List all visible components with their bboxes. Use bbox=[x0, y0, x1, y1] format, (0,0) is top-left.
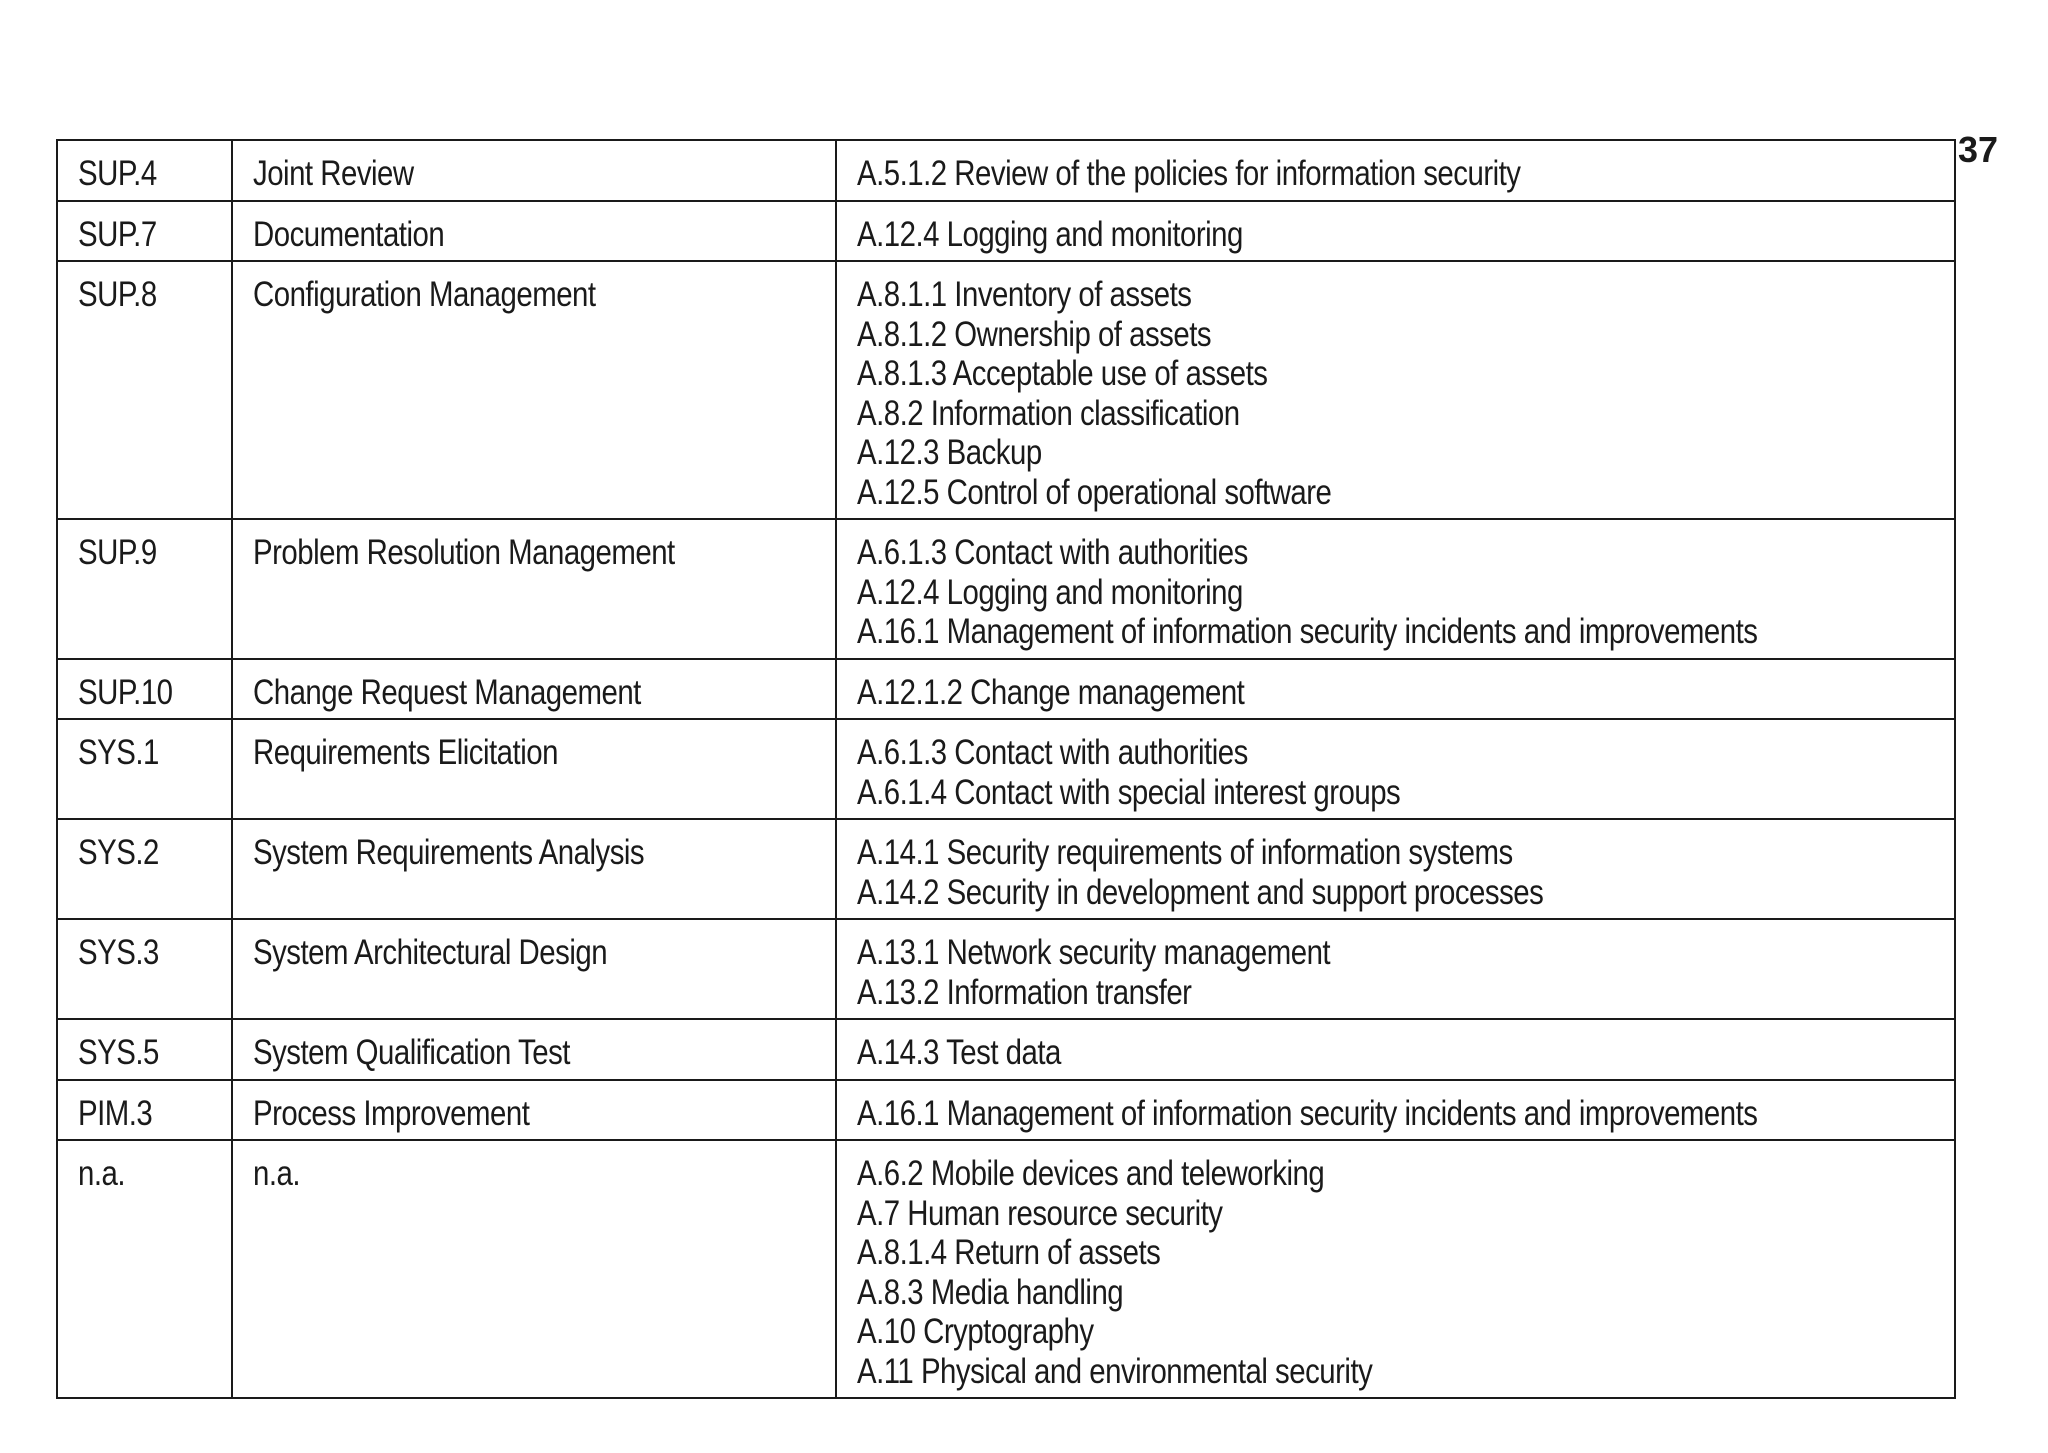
process-name-cell bbox=[232, 919, 836, 1019]
process-id: PIM.3 bbox=[78, 1093, 153, 1133]
control-list-cell bbox=[836, 659, 1955, 720]
process-name-cell bbox=[232, 201, 836, 262]
process-name-cell bbox=[232, 1019, 836, 1080]
control-list-cell bbox=[836, 1019, 1955, 1080]
control-item: A.8.1.4 Return of assets bbox=[857, 1233, 1161, 1272]
control-item: A.6.1.4 Contact with special interest groups bbox=[857, 772, 1401, 812]
page-number: 37 bbox=[1958, 129, 1999, 170]
process-name: System Qualification Test bbox=[253, 1033, 570, 1072]
control-item: A.11 Physical and environmental security bbox=[857, 1351, 1373, 1391]
table-row bbox=[57, 819, 1955, 919]
process-name: Problem Resolution Management bbox=[253, 533, 675, 572]
process-name-cell bbox=[232, 1080, 836, 1141]
control-list-cell bbox=[836, 819, 1955, 919]
process-id-cell bbox=[57, 1140, 232, 1398]
process-name: Change Request Management bbox=[253, 672, 641, 712]
control-item: A.8.3 Media handling bbox=[857, 1272, 1124, 1312]
control-item: A.6.1.3 Contact with authorities bbox=[857, 733, 1248, 772]
process-id-cell bbox=[57, 1080, 232, 1141]
control-list-cell bbox=[836, 1140, 1955, 1398]
process-name-cell bbox=[232, 519, 836, 659]
control-item: A.8.2 Information classification bbox=[857, 393, 1240, 433]
process-name: Documentation bbox=[253, 214, 445, 254]
process-id: SYS.5 bbox=[78, 1033, 159, 1072]
table-body bbox=[57, 140, 1955, 1398]
table-row bbox=[57, 1080, 1955, 1141]
process-name-cell bbox=[232, 1140, 836, 1398]
table-row bbox=[57, 261, 1955, 519]
process-id-cell bbox=[57, 261, 232, 519]
control-list-cell bbox=[836, 140, 1955, 201]
table-row bbox=[57, 919, 1955, 1019]
control-item: A.5.1.2 Review of the policies for information security bbox=[857, 154, 1521, 193]
process-name-cell bbox=[232, 261, 836, 519]
process-id-cell bbox=[57, 819, 232, 919]
process-id: SYS.3 bbox=[78, 933, 159, 972]
process-name: Configuration Management bbox=[253, 275, 596, 314]
process-name: n.a. bbox=[253, 1154, 301, 1193]
control-item: A.12.4 Logging and monitoring bbox=[857, 214, 1243, 254]
process-name-cell bbox=[232, 140, 836, 201]
process-control-mapping-table bbox=[56, 139, 1956, 1399]
control-item: A.12.3 Backup bbox=[857, 433, 1042, 472]
process-id: SUP.7 bbox=[78, 214, 157, 254]
process-id-cell bbox=[57, 919, 232, 1019]
process-id-cell bbox=[57, 140, 232, 201]
control-item: A.12.4 Logging and monitoring bbox=[857, 572, 1243, 612]
control-item: A.12.1.2 Change management bbox=[857, 672, 1245, 712]
process-name-cell bbox=[232, 719, 836, 819]
control-item: A.12.5 Control of operational software bbox=[857, 472, 1332, 512]
process-name: Requirements Elicitation bbox=[253, 733, 558, 772]
control-item: A.14.1 Security requirements of information systems bbox=[857, 833, 1513, 872]
process-id: SUP.8 bbox=[78, 275, 157, 314]
process-id-cell bbox=[57, 719, 232, 819]
process-name: Process Improvement bbox=[253, 1093, 530, 1133]
control-item: A.6.1.3 Contact with authorities bbox=[857, 533, 1248, 572]
process-id: SYS.2 bbox=[78, 833, 159, 872]
process-id-cell bbox=[57, 201, 232, 262]
control-list-cell bbox=[836, 719, 1955, 819]
process-name-cell bbox=[232, 819, 836, 919]
process-id-cell bbox=[57, 659, 232, 720]
control-list-cell bbox=[836, 919, 1955, 1019]
process-name-cell bbox=[232, 659, 836, 720]
process-id: SUP.4 bbox=[78, 154, 157, 193]
process-name: System Architectural Design bbox=[253, 933, 608, 972]
control-item: A.8.1.1 Inventory of assets bbox=[857, 275, 1192, 314]
table-row bbox=[57, 659, 1955, 720]
control-list-cell bbox=[836, 201, 1955, 262]
table-row bbox=[57, 1140, 1955, 1398]
control-list-cell bbox=[836, 261, 1955, 519]
process-id: SUP.9 bbox=[78, 533, 157, 572]
process-id: n.a. bbox=[78, 1154, 126, 1193]
process-id: SYS.1 bbox=[78, 733, 159, 772]
table-row bbox=[57, 201, 1955, 262]
control-item: A.8.1.2 Ownership of assets bbox=[857, 314, 1212, 354]
process-name: Joint Review bbox=[253, 154, 414, 193]
process-id-cell bbox=[57, 519, 232, 659]
control-item: A.13.1 Network security management bbox=[857, 933, 1331, 972]
control-item: A.14.3 Test data bbox=[857, 1033, 1061, 1072]
process-name: System Requirements Analysis bbox=[253, 833, 645, 872]
control-item: A.6.2 Mobile devices and teleworking bbox=[857, 1154, 1325, 1193]
table-row bbox=[57, 519, 1955, 659]
table-row bbox=[57, 1019, 1955, 1080]
control-item: A.8.1.3 Acceptable use of assets bbox=[857, 354, 1268, 393]
control-item: A.14.2 Security in development and support processes bbox=[857, 872, 1544, 912]
control-item: A.16.1 Management of information security incidents and improvements bbox=[857, 612, 1758, 651]
control-item: A.10 Cryptography bbox=[857, 1312, 1094, 1351]
control-list-cell bbox=[836, 519, 1955, 659]
control-item: A.7 Human resource security bbox=[857, 1193, 1223, 1233]
control-list-cell bbox=[836, 1080, 1955, 1141]
control-item: A.13.2 Information transfer bbox=[857, 972, 1192, 1012]
process-id-cell bbox=[57, 1019, 232, 1080]
process-id: SUP.10 bbox=[78, 672, 173, 712]
table-row bbox=[57, 719, 1955, 819]
control-item: A.16.1 Management of information security incidents and improvements bbox=[857, 1093, 1758, 1133]
table-row bbox=[57, 140, 1955, 201]
